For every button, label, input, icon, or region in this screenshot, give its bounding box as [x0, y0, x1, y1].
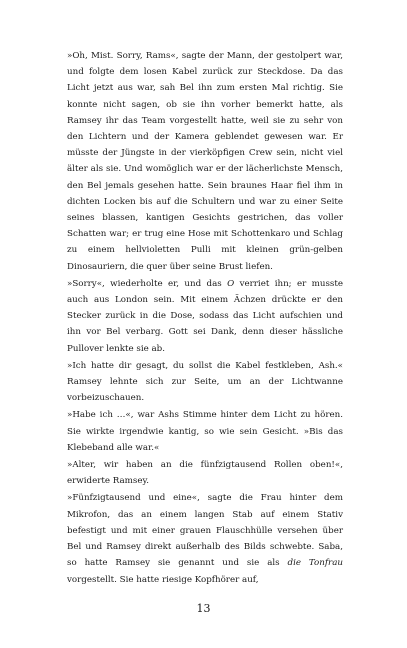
paragraph — [67, 358, 343, 407]
text-segment: verriet ihn; er musste auch aus London sein. Mit einem Ächzen drückte er den Stecker zurück in die Dose, sodass das Licht aufschien und ihn vor Bel verbarg. Gott sei Dank, denn dieser hässliche Pullover lenkte sie ab. — [67, 278, 343, 354]
italic-segment: die Tonfrau — [287, 558, 343, 569]
body-text — [67, 48, 343, 589]
text-segment: »Sorry«, wiederholte er, und das — [67, 278, 228, 289]
text-segment: »Habe ich …«, war Ashs Stimme hinter dem Licht zu hören. Sie wirkte irgendwie kantig, so wie sein Gesicht. »Bis das Klebeband alle war.« — [67, 410, 343, 453]
paragraph — [67, 276, 343, 357]
paragraph — [67, 490, 343, 587]
text-segment: vorgestellt. Sie hatte riesige Kopfhörer auf, — [67, 574, 259, 585]
text-segment: »Fünfzigtausend und eine«, sagte die Frau hinter dem Mikrofon, das an einem langen Stab auf einem Stativ befestigt und mit einer grauen Flauschhülle versehen über Bel und Ramsey direkt außerhalb des Bilds schwebte. Saba, so hatte Ramsey sie genannt und sie als — [67, 493, 343, 569]
text-segment: »Ich hatte dir gesagt, du sollst die Kabel festkleben, Ash.« Ramsey lehnte sich zur Seite, um an der Lichtwanne vorbeizuschauen. — [67, 360, 343, 404]
paragraph — [67, 407, 343, 456]
italic-segment: O — [227, 278, 235, 289]
text-segment: »Alter, wir haben an die fünfzigtausend Rollen oben!«, erwiderte Ramsey. — [67, 460, 343, 487]
paragraph — [67, 48, 343, 275]
text-segment: »Oh, Mist. Sorry, Rams«, sagte der Mann, der gestolpert war, und folgte dem losen Kabel zurück zur Steckdose. Da das Licht jetzt aus war, sah Bel ihn zum ersten Mal richtig. Sie konnte nicht sagen, ob sie ihn vorher bemerkt hatte, als Ramsey ihr das Team vorgestellt hatte, weil sie zu sehr von den Lichtern und der Kamera geblendet gewesen war. Er müsste der Jüngste in der vierköpfigen Crew sein, nicht viel älter als sie. Und womöglich war er der lächerlichste Mensch, den Bel jemals gesehen hatte. Sein braunes Haar fiel ihm in dichten Locken bis auf die Schultern und war zu einer Seite seines blassen, kantigen Gesichts gestrichen, das voller Schatten war; er trug eine Hose mit Schottenkaro und Schlag zu einem hellvioletten Pulli mit kleinen grün-gelben Dinosauriern, die quer über seine Brust liefen. — [67, 51, 343, 272]
paragraph — [67, 457, 343, 489]
page-number: 13 — [196, 602, 211, 615]
